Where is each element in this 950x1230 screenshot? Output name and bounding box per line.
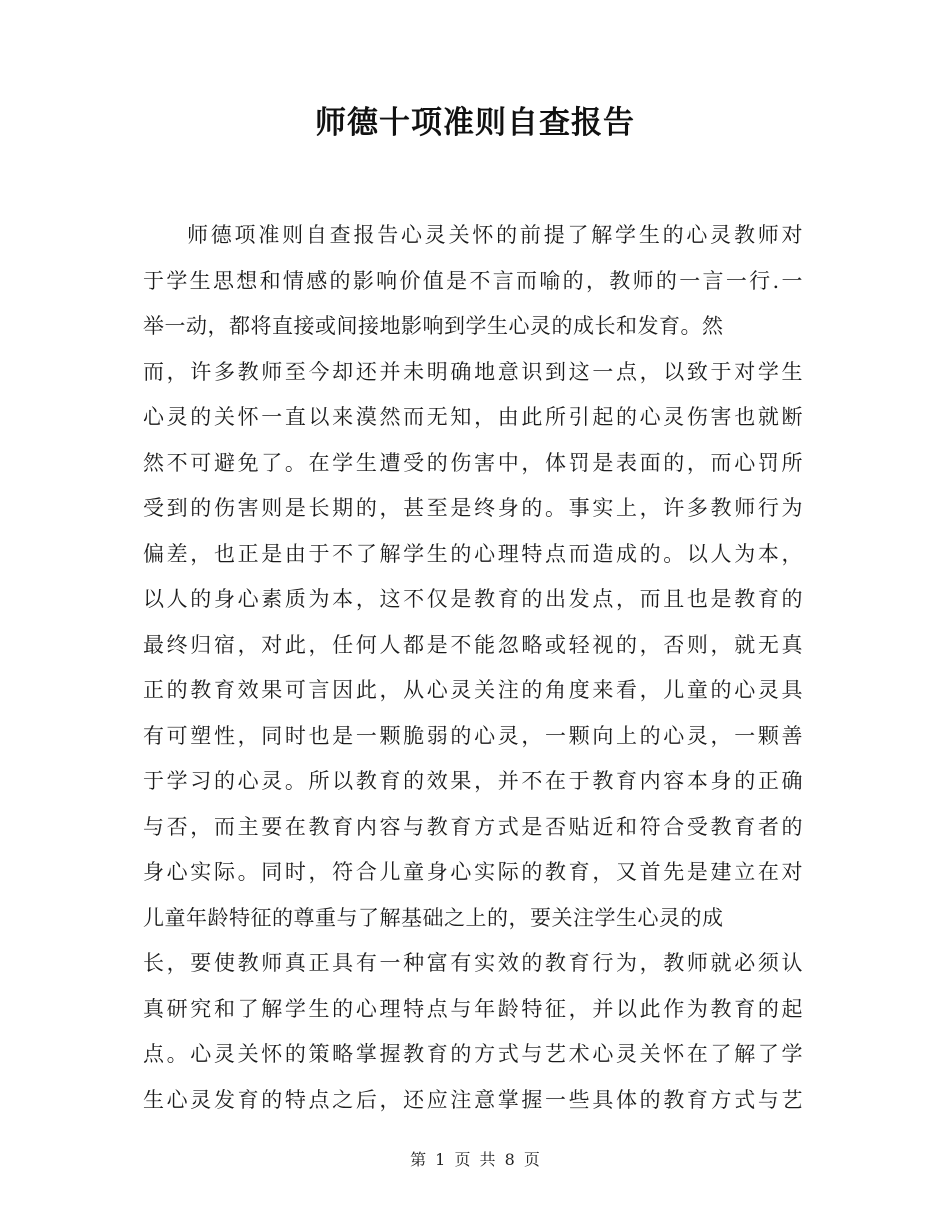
text-line: 有可塑性，同时也是一颗脆弱的心灵，一颗向上的心灵，一颗善 — [143, 723, 803, 748]
text-line: 点。心灵关怀的策略掌握教育的方式与艺术心灵关怀在了解了学 — [143, 1042, 803, 1066]
text-line: 师德项准则自查报告心灵关怀的前提了解学生的心灵教师对 — [187, 223, 803, 247]
text-line: 偏差，也正是由于不了解学生的心理特点而造成的。以人为本， — [143, 541, 803, 566]
text-line: 最终归宿，对此，任何人都是不能忽略或轻视的，否则，就无真 — [143, 632, 803, 657]
text-line: 心灵的关怀一直以来漠然而无知，由此所引起的心灵伤害也就断 — [143, 405, 803, 429]
text-line: 于学生思想和情感的影响价值是不言而喻的，教师的一言一行.一 — [143, 268, 803, 293]
text-line: 受到的伤害则是长期的，甚至是终身的。事实上，许多教师行为 — [143, 496, 803, 520]
text-line: 长，要使教师真正具有一种富有实效的教育行为，教师就必须认 — [143, 951, 803, 975]
text-line: 举一动，都将直接或间接地影响到学生心灵的成长和发育。然 — [143, 314, 724, 338]
text-line: 与否，而主要在教育内容与教育方式是否贴近和符合受教育者的 — [143, 814, 803, 839]
text-line: 以人的身心素质为本，这不仅是教育的出发点，而且也是教育的 — [143, 587, 803, 611]
body-paragraph — [143, 213, 803, 1123]
text-line: 正的教育效果可言因此，从心灵关注的角度来看，儿童的心灵具 — [143, 678, 803, 702]
text-line: 生心灵发育的特点之后，还应注意掌握一些具体的教育方式与艺 — [143, 1087, 803, 1112]
text-line: 真研究和了解学生的心理特点与年龄特征，并以此作为教育的起 — [143, 996, 803, 1021]
text-line: 于学习的心灵。所以教育的效果，并不在于教育内容本身的正确 — [143, 769, 803, 793]
text-line: 而，许多教师至今却还并未明确地意识到这一点，以致于对学生 — [143, 359, 803, 384]
text-line: 身心实际。同时，符合儿童身心实际的教育，又首先是建立在对 — [143, 860, 803, 884]
text-line: 然不可避免了。在学生遭受的伤害中，体罚是表面的，而心罚所 — [143, 450, 803, 475]
text-line: 儿童年龄特征的尊重与了解基础之上的，要关注学生心灵的成 — [143, 905, 724, 930]
page-number: 第 1 页 共 8 页 — [410, 1150, 540, 1169]
document-title: 师德十项准则自查报告 — [315, 105, 635, 141]
